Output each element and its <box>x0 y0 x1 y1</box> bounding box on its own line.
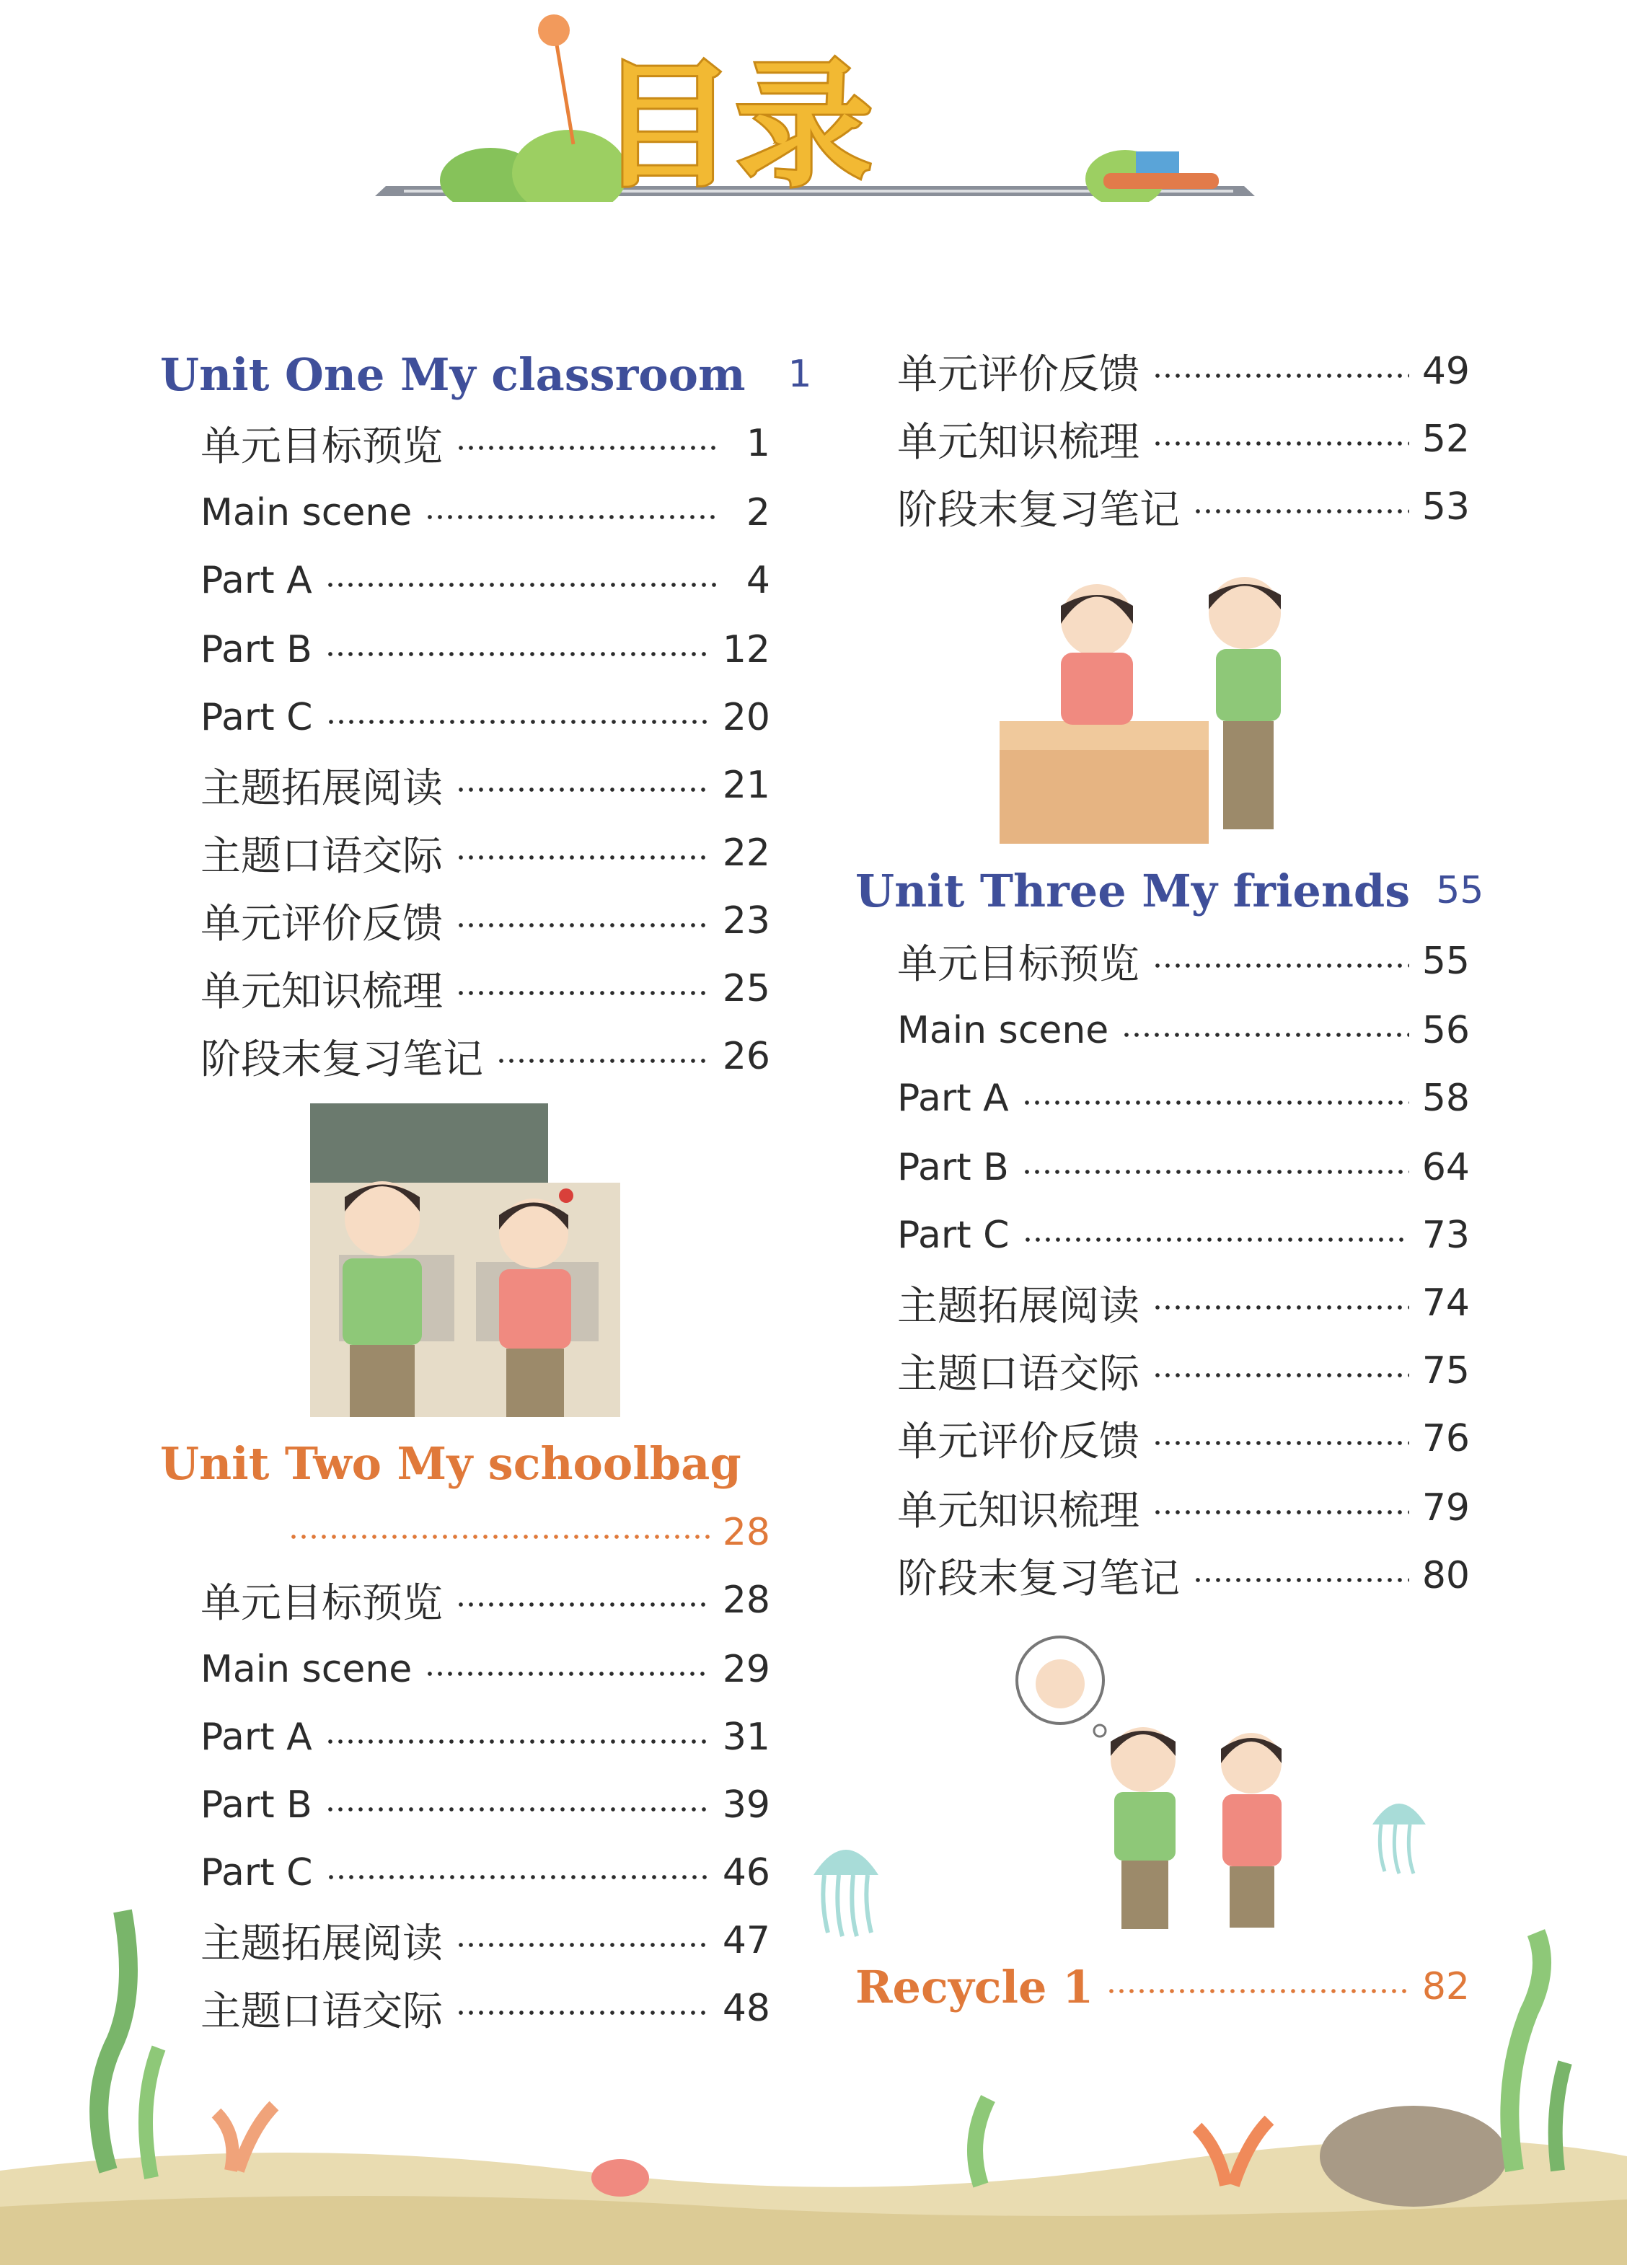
toc-entry[interactable] <box>200 1712 770 1762</box>
unit-one-heading[interactable] <box>160 348 812 401</box>
entry-label: 主题口语交际 <box>200 1988 443 2035</box>
page-number: 2 <box>746 491 770 534</box>
toc-entry[interactable] <box>200 760 770 811</box>
page-number: 55 <box>1436 869 1484 912</box>
entry-label: Part B <box>200 1783 312 1827</box>
entry-label: 单元知识梳理 <box>897 419 1139 466</box>
toc-entry[interactable] <box>897 1483 1470 1533</box>
toc-entry[interactable] <box>897 414 1470 464</box>
entry-label: Part A <box>200 559 312 602</box>
toc-entry[interactable] <box>200 1031 770 1082</box>
toc-entry[interactable] <box>897 1278 1470 1328</box>
toc-entry[interactable] <box>897 1210 1470 1261</box>
entry-label: 单元知识梳理 <box>897 1488 1139 1535</box>
leader-dots <box>325 625 710 675</box>
unit-two-heading[interactable] <box>160 1438 770 1488</box>
entry-label: 主题口语交际 <box>200 833 443 880</box>
title-banner <box>361 7 1262 202</box>
toc-entry[interactable] <box>200 1575 770 1625</box>
leader-dots <box>1152 346 1409 397</box>
page-number: 31 <box>722 1716 770 1759</box>
seaweed-icon <box>99 1911 128 2171</box>
toc-entry[interactable] <box>200 625 770 675</box>
leader-dots <box>1022 1142 1409 1193</box>
leader-dots <box>288 1507 710 1558</box>
page-number: 79 <box>1421 1486 1470 1530</box>
toc-entry[interactable] <box>897 1142 1470 1193</box>
entry-label: 主题拓展阅读 <box>897 1283 1139 1330</box>
unit-title: Unit Two My schoolbag <box>160 1437 741 1490</box>
entry-label: 主题拓展阅读 <box>200 765 443 812</box>
leader-dots <box>325 1780 710 1830</box>
entry-label: 单元评价反馈 <box>897 351 1139 398</box>
page-number: 80 <box>1421 1554 1470 1597</box>
page-number: 28 <box>722 1511 770 1554</box>
leader-dots <box>1152 1483 1409 1533</box>
toc-entry[interactable] <box>200 1780 770 1830</box>
entry-label: 单元目标预览 <box>200 423 443 470</box>
leader-dots <box>1193 1550 1409 1601</box>
page-number: 22 <box>722 831 770 875</box>
leader-dots <box>1152 936 1409 987</box>
toc-entry[interactable] <box>200 418 770 469</box>
leader-dots <box>456 896 710 946</box>
leader-dots <box>456 418 717 469</box>
page-number: 1 <box>746 422 770 465</box>
page-number: 52 <box>1421 418 1470 461</box>
seaweed-icon <box>1509 1933 1542 2171</box>
leader-dots <box>325 1712 710 1762</box>
page-number: 1 <box>788 353 812 396</box>
toc-entry[interactable] <box>200 828 770 878</box>
page-number: 58 <box>1421 1077 1470 1120</box>
boat-icon <box>1103 173 1219 189</box>
page-number: 53 <box>1421 485 1470 529</box>
page-number: 23 <box>722 899 770 943</box>
page-title: 目录 <box>599 46 873 202</box>
toc-entry[interactable] <box>897 482 1470 532</box>
entry-label: 单元目标预览 <box>897 941 1139 988</box>
entry-label: Part C <box>897 1214 1010 1257</box>
page-number: 74 <box>1421 1281 1470 1325</box>
unit-title: Unit Three My friends <box>855 864 1411 917</box>
toc-entry[interactable] <box>200 487 770 538</box>
entry-label: Main scene <box>200 1648 413 1691</box>
entry-label: 主题拓展阅读 <box>200 1920 443 1967</box>
toc-entry[interactable] <box>897 1005 1470 1056</box>
page-number: 73 <box>1421 1214 1470 1257</box>
leader-dots <box>456 963 710 1014</box>
toc-entry[interactable] <box>200 963 770 1014</box>
entry-label: Part C <box>200 696 313 739</box>
seabed-decoration <box>0 1868 1627 2265</box>
leader-dots <box>1121 1005 1409 1056</box>
page-number: 20 <box>722 696 770 739</box>
page-number: 56 <box>1421 1009 1470 1052</box>
classroom-illustration <box>310 1103 620 1417</box>
leader-dots <box>326 692 710 743</box>
toc-entry[interactable] <box>897 1346 1470 1396</box>
toc-entry[interactable] <box>897 1413 1470 1464</box>
entry-label: 主题口语交际 <box>897 1351 1139 1398</box>
page-number: 39 <box>722 1783 770 1827</box>
toc-entry[interactable] <box>897 346 1470 397</box>
page-number: 64 <box>1421 1146 1470 1189</box>
unit-two-page-line[interactable] <box>288 1507 770 1558</box>
flower-icon <box>538 14 570 46</box>
page-number: 48 <box>722 1987 770 2030</box>
toc-entry[interactable] <box>897 1550 1470 1601</box>
leader-dots <box>456 828 710 878</box>
entry-label: 阶段末复习笔记 <box>897 487 1180 534</box>
entry-label: 单元知识梳理 <box>200 968 443 1015</box>
entry-label: Part C <box>200 1851 313 1894</box>
leader-dots <box>1023 1210 1409 1261</box>
page-number: 46 <box>722 1851 770 1894</box>
page-number: 12 <box>722 628 770 671</box>
entry-label: Main scene <box>897 1009 1109 1052</box>
page-number: 29 <box>722 1648 770 1691</box>
page-number: 76 <box>1421 1417 1470 1460</box>
leader-dots <box>456 1575 710 1625</box>
toc-entry[interactable] <box>200 896 770 946</box>
entry-label: 单元评价反馈 <box>200 901 443 948</box>
entry-label: Part B <box>200 628 312 671</box>
toc-entry[interactable] <box>897 936 1470 987</box>
toc-entry[interactable] <box>897 1073 1470 1124</box>
leader-dots <box>1152 1278 1409 1328</box>
leader-dots <box>425 1644 710 1695</box>
desk-illustration <box>1000 562 1302 844</box>
entry-label: Part A <box>200 1716 312 1759</box>
leader-dots <box>1152 414 1409 464</box>
unit-title: Unit One My classroom <box>160 348 746 401</box>
entry-label: Part A <box>897 1077 1009 1120</box>
boy-figure <box>1209 577 1281 649</box>
entry-label: 单元目标预览 <box>200 1580 443 1627</box>
entry-label: 阶段末复习笔记 <box>200 1036 483 1083</box>
page-number: 49 <box>1421 350 1470 393</box>
toc-entry[interactable] <box>200 692 770 743</box>
entry-label: Part B <box>897 1146 1009 1189</box>
toc-entry[interactable] <box>200 555 770 606</box>
entry-label: Main scene <box>200 491 413 534</box>
toc-entry[interactable] <box>200 1644 770 1695</box>
leader-dots <box>1022 1073 1409 1124</box>
page-number: 75 <box>1421 1349 1470 1393</box>
page-number: 55 <box>1421 940 1470 983</box>
page-number: 4 <box>746 559 770 602</box>
recycle-title: Recycle 1 <box>855 1960 1094 2013</box>
leader-dots <box>425 487 717 538</box>
girl-figure <box>1221 1733 1282 1793</box>
page-number: 47 <box>722 1919 770 1962</box>
entry-label: 单元评价反馈 <box>897 1418 1139 1465</box>
entry-label: 阶段末复习笔记 <box>897 1556 1180 1602</box>
page-number: 82 <box>1421 1965 1470 2008</box>
leader-dots <box>325 555 717 606</box>
leader-dots <box>496 1031 710 1082</box>
unit-three-heading[interactable] <box>855 864 1484 917</box>
page-number: 28 <box>722 1579 770 1622</box>
leader-dots <box>1193 482 1409 532</box>
page-number: 25 <box>722 967 770 1010</box>
jellyfish-icon <box>1367 1788 1432 1875</box>
leader-dots <box>1152 1413 1409 1464</box>
leader-dots <box>456 760 710 811</box>
page-number: 26 <box>722 1035 770 1078</box>
crab-icon <box>591 2159 649 2197</box>
leader-dots <box>1152 1346 1409 1396</box>
page-number: 21 <box>722 764 770 807</box>
